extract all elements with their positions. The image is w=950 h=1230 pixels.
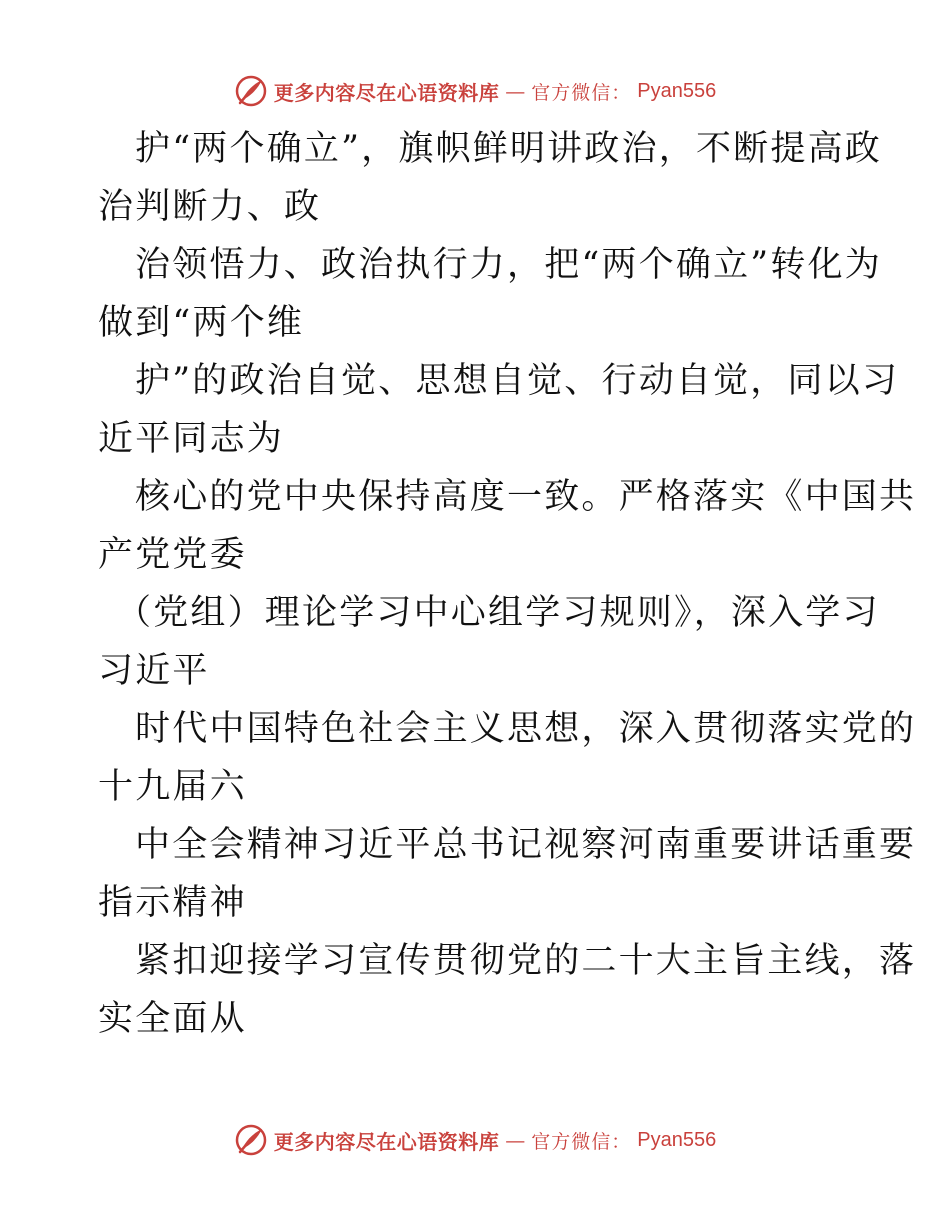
text-line: 治判断力、政 (98, 187, 322, 227)
wechat-label: 官方微信： (531, 1130, 632, 1153)
text-line: 时代中国特色社会主义思想，深入贯彻落实党的 (135, 709, 917, 749)
brand-text: 更多内容尽在心语资料库 (273, 1129, 500, 1154)
text-line: 产党党委 (98, 535, 247, 575)
text-line: 指示精神 (98, 883, 247, 923)
footer-banner (0, 1120, 950, 1160)
header-banner (0, 71, 950, 111)
text-line: 护“两个确立”，旗帜鲜明讲政治，不断提高政 (135, 129, 882, 169)
text-line: 十九届六 (98, 767, 247, 807)
document-body (98, 120, 917, 1048)
text-line: 做到“两个维 (98, 303, 305, 343)
text-line: 治领悟力、政治执行力，把“两个确立”转化为 (135, 245, 882, 285)
text-line: 紧扣迎接学习宣传贯彻党的二十大主旨主线，落 (135, 941, 917, 981)
text-line: 核心的党中央保持高度一致。严格落实《中国共 (135, 477, 917, 517)
text-line: 习近平 (98, 651, 210, 691)
banner-dash: — (505, 1128, 526, 1152)
text-line: 实全面从 (98, 999, 247, 1039)
wechat-id: Pyan556 (637, 1128, 717, 1151)
wechat-id: Pyan556 (637, 79, 717, 102)
text-line: 中全会精神习近平总书记视察河南重要讲话重要 (135, 825, 917, 865)
text-line: 护”的政治自觉、思想自觉、行动自觉，同以习 (135, 361, 900, 401)
quill-pen-logo-icon (234, 1123, 268, 1157)
banner-dash: — (505, 79, 526, 103)
wechat-label: 官方微信： (531, 81, 632, 104)
text-line: 近平同志为 (98, 419, 285, 459)
quill-pen-logo-icon (234, 74, 268, 108)
brand-text: 更多内容尽在心语资料库 (273, 80, 500, 105)
text-line: （党组）理论学习中心组学习规则》，深入学习 (116, 593, 880, 633)
